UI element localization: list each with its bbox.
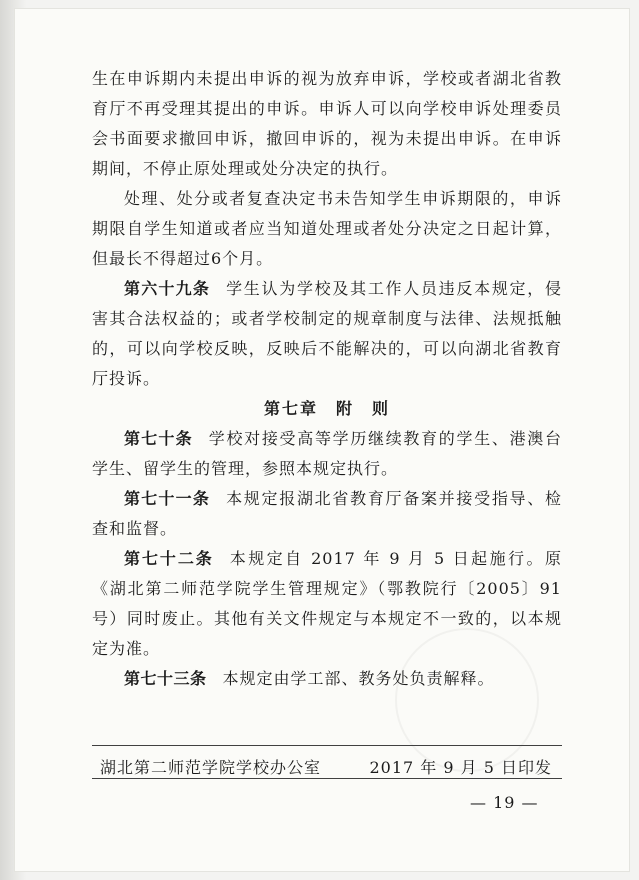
document-body (92, 64, 562, 694)
article-text: 学校对接受高等学历继续教育的学生、港澳台学生、留学生的管理，参照本规定执行。 (92, 429, 562, 478)
article-number: 第七十一条 (124, 489, 211, 508)
article-73 (92, 664, 562, 694)
article-text: 本规定由学工部、教务处负责解释。 (222, 669, 495, 688)
footer-imprint (100, 755, 552, 778)
article-text: 学生认为学校及其工作人员违反本规定，侵害其合法权益的；或者学校制定的规章制度与法律、法规抵触的，可以向学校反映，反映后不能解决的，可以向湖北省教育厅投诉。 (92, 279, 562, 388)
article-text: 本规定报湖北省教育厅备案并接受指导、检查和监督。 (92, 489, 562, 538)
footer-date: 2017 年 9 月 5 日印发 (369, 758, 552, 777)
article-number: 第七十条 (124, 429, 193, 448)
para-appeal-period: 生在申诉期内未提出申诉的视为放弃申诉，学校或者湖北省教育厅不再受理其提出的申诉。申诉人可以向学校申诉处理委员会书面要求撤回申诉，撤回申诉的，视为未提出申诉。在申诉期间，不停止原处理或处分决定的执行。 (92, 69, 562, 178)
article-70 (92, 424, 562, 484)
footer-top-rule (92, 745, 562, 746)
footer-bottom-rule (92, 778, 562, 779)
page-number: — 19 — (470, 793, 539, 812)
article-number: 第六十九条 (124, 279, 211, 298)
article-72 (92, 544, 562, 664)
article-text: 本规定自 2017 年 9 月 5 日起施行。原《湖北第二师范学院学生管理规定》（鄂教院行〔2005〕91 号）同时废止。其他有关文件规定与本规定不一致的，以本规定为准。 (92, 549, 562, 658)
chapter-heading: 第七章 附 则 (263, 399, 390, 418)
article-number: 第七十二条 (124, 549, 214, 568)
article-71 (92, 484, 562, 544)
article-69 (92, 274, 562, 394)
article-number: 第七十三条 (124, 669, 207, 688)
para-appeal-deadline: 处理、处分或者复查决定书未告知学生申诉期限的，申诉期限自学生知道或者应当知道处理或者处分决定之日起计算，但最长不得超过6个月。 (92, 189, 562, 268)
footer-issuer: 湖北第二师范学院学校办公室 (100, 758, 322, 777)
